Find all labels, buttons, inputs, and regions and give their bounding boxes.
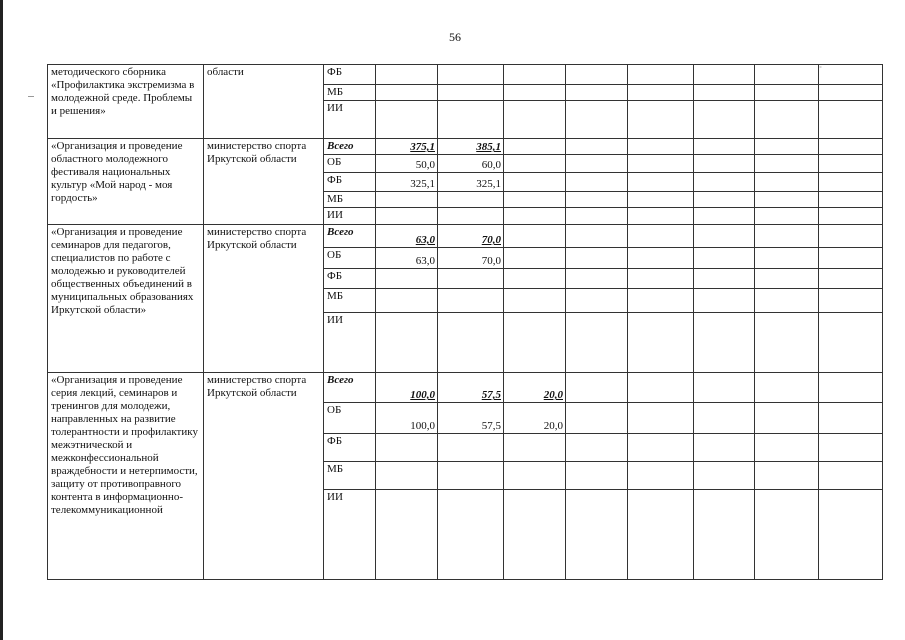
- year-value-cell: [694, 434, 755, 462]
- year-value-cell: [755, 313, 819, 373]
- year-value-cell: [376, 192, 438, 208]
- funding-source-cell: МБ: [324, 192, 376, 208]
- year-value-cell: [755, 65, 819, 85]
- year-value-cell: [566, 313, 628, 373]
- year-value-cell: [755, 192, 819, 208]
- project-name-cell: методического сборника «Профилактика экстремизма в молодежной среде. Проблемы и решения»: [48, 65, 204, 139]
- year-value-cell: [504, 155, 566, 173]
- year-value-cell: [566, 490, 628, 580]
- year-value-cell: 100,0: [376, 403, 438, 434]
- year-value-cell: [755, 462, 819, 490]
- year-value-cell: [694, 173, 755, 192]
- project-name-cell: «Организация и проведение серия лекций, семинаров и тренингов для молодежи, направленных на развитие толерантности и профилактику межэтнической и межконфессиональной враждебности и нетерпимости, защиту от противоправного контента в информационно-телекоммуникационной: [48, 373, 204, 580]
- year-value-cell: 63,0: [376, 225, 438, 248]
- year-value-cell: [628, 403, 694, 434]
- year-value-cell: [694, 139, 755, 155]
- year-value-cell: [566, 269, 628, 289]
- year-value-cell: [694, 155, 755, 173]
- table-row: [48, 139, 883, 155]
- year-value-cell: [504, 208, 566, 225]
- year-value-cell: [376, 313, 438, 373]
- year-value-cell: [504, 269, 566, 289]
- budget-table: [47, 64, 883, 580]
- funding-source-cell: ФБ: [324, 269, 376, 289]
- year-value-cell: [504, 248, 566, 269]
- year-value-cell: [694, 225, 755, 248]
- year-value-cell: [438, 208, 504, 225]
- year-value-cell: [628, 192, 694, 208]
- year-value-cell: [755, 434, 819, 462]
- year-value-cell: [755, 373, 819, 403]
- executor-cell: министерство спорта Иркутской области: [204, 139, 324, 225]
- year-value-cell: [438, 462, 504, 490]
- funding-source-cell: ИИ: [324, 101, 376, 139]
- executor-cell: министерство спорта Иркутской области: [204, 225, 324, 373]
- funding-source-cell: ОБ: [324, 403, 376, 434]
- table-row: [48, 65, 883, 85]
- year-value-cell: [628, 139, 694, 155]
- year-value-cell: [566, 155, 628, 173]
- year-value-cell: [819, 403, 883, 434]
- year-value-cell: [504, 85, 566, 101]
- year-value-cell: [819, 313, 883, 373]
- year-value-cell: 20,0: [504, 373, 566, 403]
- year-value-cell: 70,0: [438, 248, 504, 269]
- year-value-cell: [376, 269, 438, 289]
- year-value-cell: [438, 490, 504, 580]
- year-value-cell: [438, 269, 504, 289]
- year-value-cell: [819, 462, 883, 490]
- year-value-cell: [755, 85, 819, 101]
- year-value-cell: [819, 269, 883, 289]
- year-value-cell: [755, 403, 819, 434]
- funding-source-cell: ОБ: [324, 248, 376, 269]
- year-value-cell: [566, 173, 628, 192]
- year-value-cell: [819, 85, 883, 101]
- year-value-cell: [755, 225, 819, 248]
- year-value-cell: [504, 225, 566, 248]
- year-value-cell: [694, 65, 755, 85]
- year-value-cell: [819, 155, 883, 173]
- table-row: [48, 373, 883, 403]
- page-left-edge: [0, 0, 3, 640]
- scan-mark: ˚: [819, 65, 822, 75]
- year-value-cell: [628, 101, 694, 139]
- funding-source-cell: ИИ: [324, 490, 376, 580]
- funding-source-cell: МБ: [324, 289, 376, 313]
- year-value-cell: [376, 208, 438, 225]
- funding-source-cell: ФБ: [324, 434, 376, 462]
- year-value-cell: [755, 208, 819, 225]
- year-value-cell: [566, 139, 628, 155]
- year-value-cell: 57,5: [438, 403, 504, 434]
- year-value-cell: [819, 101, 883, 139]
- year-value-cell: [694, 192, 755, 208]
- year-value-cell: [566, 373, 628, 403]
- table-row: [48, 225, 883, 248]
- year-value-cell: [755, 101, 819, 139]
- page-number: 56: [449, 30, 461, 44]
- year-value-cell: 325,1: [376, 173, 438, 192]
- year-value-cell: [566, 248, 628, 269]
- funding-source-cell: ОБ: [324, 155, 376, 173]
- year-value-cell: [376, 289, 438, 313]
- year-value-cell: 70,0: [438, 225, 504, 248]
- year-value-cell: [819, 490, 883, 580]
- year-value-cell: [376, 101, 438, 139]
- year-value-cell: [376, 65, 438, 85]
- year-value-cell: [438, 65, 504, 85]
- year-value-cell: 375,1: [376, 139, 438, 155]
- year-value-cell: [566, 65, 628, 85]
- budget-table-body: [48, 65, 883, 580]
- project-name-cell: «Организация и проведение областного молодежного фестиваля национальных культур «Мой народ - моя гордость»: [48, 139, 204, 225]
- year-value-cell: [566, 289, 628, 313]
- year-value-cell: [628, 65, 694, 85]
- year-value-cell: [694, 373, 755, 403]
- funding-source-cell: МБ: [324, 462, 376, 490]
- year-value-cell: [628, 173, 694, 192]
- year-value-cell: [694, 289, 755, 313]
- year-value-cell: [694, 462, 755, 490]
- executor-cell: области: [204, 65, 324, 139]
- year-value-cell: [628, 225, 694, 248]
- year-value-cell: [694, 101, 755, 139]
- year-value-cell: [438, 313, 504, 373]
- year-value-cell: 60,0: [438, 155, 504, 173]
- year-value-cell: [819, 173, 883, 192]
- year-value-cell: [755, 289, 819, 313]
- year-value-cell: [628, 155, 694, 173]
- year-value-cell: [566, 192, 628, 208]
- funding-source-cell: ИИ: [324, 313, 376, 373]
- year-value-cell: [628, 313, 694, 373]
- year-value-cell: [566, 462, 628, 490]
- executor-cell: министерство спорта Иркутской области: [204, 373, 324, 580]
- funding-source-cell: МБ: [324, 85, 376, 101]
- year-value-cell: 57,5: [438, 373, 504, 403]
- year-value-cell: [628, 490, 694, 580]
- year-value-cell: [819, 225, 883, 248]
- year-value-cell: [504, 462, 566, 490]
- project-name-cell: «Организация и проведение семинаров для педагогов, специалистов по работе с молодежью и руководителей общественных объединений в муниципальных образованиях Иркутской области»: [48, 225, 204, 373]
- year-value-cell: [504, 434, 566, 462]
- year-value-cell: [694, 490, 755, 580]
- year-value-cell: [755, 490, 819, 580]
- year-value-cell: [566, 434, 628, 462]
- funding-source-cell: ИИ: [324, 208, 376, 225]
- year-value-cell: [566, 208, 628, 225]
- year-value-cell: [504, 313, 566, 373]
- funding-source-cell: ФБ: [324, 173, 376, 192]
- year-value-cell: [628, 248, 694, 269]
- year-value-cell: 325,1: [438, 173, 504, 192]
- year-value-cell: 100,0: [376, 373, 438, 403]
- year-value-cell: [694, 269, 755, 289]
- year-value-cell: 20,0: [504, 403, 566, 434]
- year-value-cell: [376, 490, 438, 580]
- year-value-cell: [628, 462, 694, 490]
- year-value-cell: [438, 85, 504, 101]
- year-value-cell: [694, 248, 755, 269]
- year-value-cell: [438, 192, 504, 208]
- year-value-cell: [694, 313, 755, 373]
- year-value-cell: [694, 208, 755, 225]
- funding-source-cell: Всего: [324, 139, 376, 155]
- year-value-cell: [755, 269, 819, 289]
- year-value-cell: [628, 289, 694, 313]
- year-value-cell: [819, 208, 883, 225]
- year-value-cell: [819, 139, 883, 155]
- funding-source-cell: Всего: [324, 225, 376, 248]
- year-value-cell: [504, 289, 566, 313]
- year-value-cell: 385,1: [438, 139, 504, 155]
- year-value-cell: [694, 85, 755, 101]
- margin-mark: [28, 96, 34, 97]
- year-value-cell: [819, 192, 883, 208]
- year-value-cell: [376, 85, 438, 101]
- year-value-cell: [438, 434, 504, 462]
- year-value-cell: [504, 173, 566, 192]
- year-value-cell: [694, 403, 755, 434]
- year-value-cell: [755, 248, 819, 269]
- year-value-cell: [438, 101, 504, 139]
- year-value-cell: [755, 139, 819, 155]
- year-value-cell: [755, 173, 819, 192]
- year-value-cell: [628, 434, 694, 462]
- year-value-cell: [755, 155, 819, 173]
- year-value-cell: [566, 101, 628, 139]
- year-value-cell: [504, 192, 566, 208]
- year-value-cell: [438, 289, 504, 313]
- year-value-cell: [819, 373, 883, 403]
- year-value-cell: [819, 289, 883, 313]
- year-value-cell: [819, 248, 883, 269]
- funding-source-cell: ФБ: [324, 65, 376, 85]
- year-value-cell: [819, 434, 883, 462]
- year-value-cell: [566, 85, 628, 101]
- year-value-cell: [628, 269, 694, 289]
- year-value-cell: [504, 139, 566, 155]
- year-value-cell: [376, 434, 438, 462]
- year-value-cell: [504, 490, 566, 580]
- funding-source-cell: Всего: [324, 373, 376, 403]
- year-value-cell: [376, 462, 438, 490]
- year-value-cell: 50,0: [376, 155, 438, 173]
- year-value-cell: [628, 208, 694, 225]
- year-value-cell: [566, 225, 628, 248]
- year-value-cell: [566, 403, 628, 434]
- year-value-cell: [628, 373, 694, 403]
- year-value-cell: [819, 65, 883, 85]
- year-value-cell: [504, 101, 566, 139]
- year-value-cell: [628, 85, 694, 101]
- year-value-cell: 63,0: [376, 248, 438, 269]
- year-value-cell: [504, 65, 566, 85]
